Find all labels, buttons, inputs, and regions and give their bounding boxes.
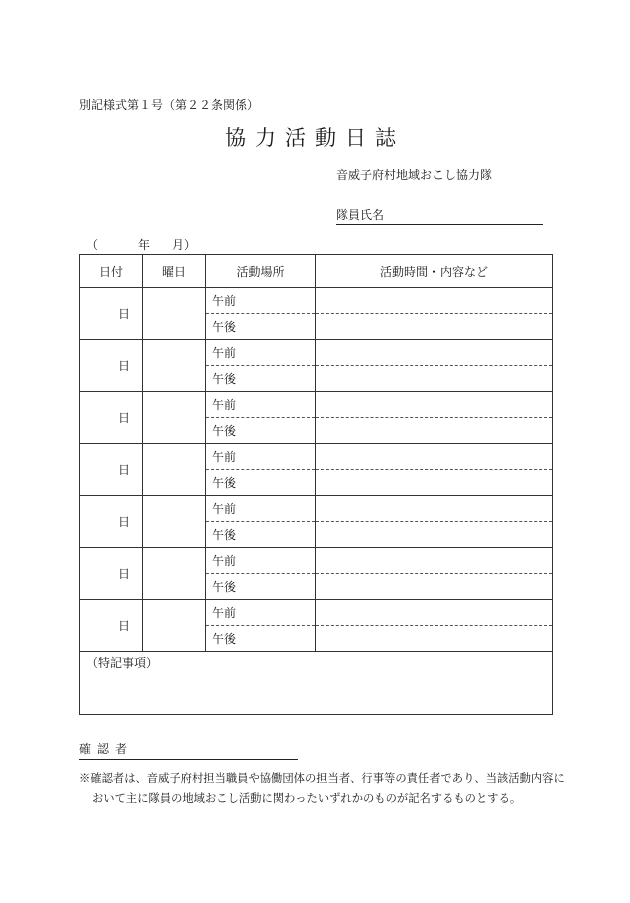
month-label: 月）	[172, 238, 197, 252]
place-cell-am[interactable]: 午前	[206, 444, 316, 470]
content-cell-pm[interactable]	[316, 626, 553, 652]
content-cell-pm[interactable]	[316, 366, 553, 392]
open-paren: （	[86, 238, 99, 252]
form-reference: 別記様式第１号（第２２条関係）	[79, 98, 260, 112]
notes-row	[80, 652, 553, 715]
weekday-cell[interactable]	[143, 600, 206, 652]
place-cell-am[interactable]: 午前	[206, 496, 316, 522]
date-cell[interactable]: 日	[80, 600, 143, 652]
place-cell-am[interactable]: 午前	[206, 340, 316, 366]
place-cell-pm[interactable]: 午後	[206, 574, 316, 600]
content-cell-am[interactable]	[316, 288, 553, 314]
year-label: 年	[138, 238, 151, 252]
member-name-label: 隊員氏名	[336, 208, 385, 222]
table-row	[80, 600, 553, 626]
table-row	[80, 444, 553, 470]
place-cell-pm[interactable]: 午後	[206, 366, 316, 392]
content-cell-pm[interactable]	[316, 314, 553, 340]
weekday-cell[interactable]	[143, 548, 206, 600]
date-cell[interactable]: 日	[80, 496, 143, 548]
page-title: 協力活動日誌	[225, 126, 405, 150]
place-cell-am[interactable]: 午前	[206, 600, 316, 626]
content-cell-am[interactable]	[316, 548, 553, 574]
header-date: 日付	[80, 255, 143, 288]
weekday-cell[interactable]	[143, 340, 206, 392]
date-cell[interactable]: 日	[80, 548, 143, 600]
confirmer-label: 確認者	[79, 742, 134, 756]
date-cell[interactable]: 日	[80, 444, 143, 496]
content-cell-am[interactable]	[316, 496, 553, 522]
table-header-row	[80, 255, 553, 288]
weekday-cell[interactable]	[143, 496, 206, 548]
member-name-field[interactable]	[336, 206, 543, 225]
table-row	[80, 288, 553, 314]
header-place: 活動場所	[206, 255, 316, 288]
place-cell-pm[interactable]: 午後	[206, 314, 316, 340]
place-cell-pm[interactable]: 午後	[206, 418, 316, 444]
date-cell[interactable]: 日	[80, 392, 143, 444]
table-row	[80, 392, 553, 418]
content-cell-am[interactable]	[316, 392, 553, 418]
confirmer-field[interactable]	[79, 740, 298, 760]
place-cell-am[interactable]: 午前	[206, 548, 316, 574]
content-cell-am[interactable]	[316, 600, 553, 626]
notes-label: （特記事項）	[86, 656, 159, 670]
footnote-line-1: ※確認者は、音威子府村担当職員や協働団体の担当者、行事等の責任者であり、当該活動内容に	[79, 772, 565, 785]
weekday-cell[interactable]	[143, 392, 206, 444]
table-row	[80, 340, 553, 366]
content-cell-am[interactable]	[316, 340, 553, 366]
content-cell-pm[interactable]	[316, 574, 553, 600]
header-time-content: 活動時間・内容など	[316, 255, 553, 288]
notes-cell[interactable]	[80, 652, 553, 715]
content-cell-pm[interactable]	[316, 418, 553, 444]
place-cell-pm[interactable]: 午後	[206, 626, 316, 652]
date-cell[interactable]: 日	[80, 340, 143, 392]
content-cell-pm[interactable]	[316, 522, 553, 548]
place-cell-am[interactable]: 午前	[206, 288, 316, 314]
activity-log-table	[79, 254, 553, 715]
table-row	[80, 496, 553, 522]
place-cell-pm[interactable]: 午後	[206, 522, 316, 548]
date-cell[interactable]: 日	[80, 288, 143, 340]
place-cell-pm[interactable]: 午後	[206, 470, 316, 496]
content-cell-pm[interactable]	[316, 470, 553, 496]
place-cell-am[interactable]: 午前	[206, 392, 316, 418]
table-row	[80, 548, 553, 574]
organization-name: 音威子府村地域おこし協力隊	[336, 168, 493, 182]
weekday-cell[interactable]	[143, 444, 206, 496]
footnote-line-2: おいて主に隊員の地域おこし活動に関わったいずれかのものが記名するものとする。	[92, 792, 522, 805]
content-cell-am[interactable]	[316, 444, 553, 470]
weekday-cell[interactable]	[143, 288, 206, 340]
header-weekday: 曜日	[143, 255, 206, 288]
